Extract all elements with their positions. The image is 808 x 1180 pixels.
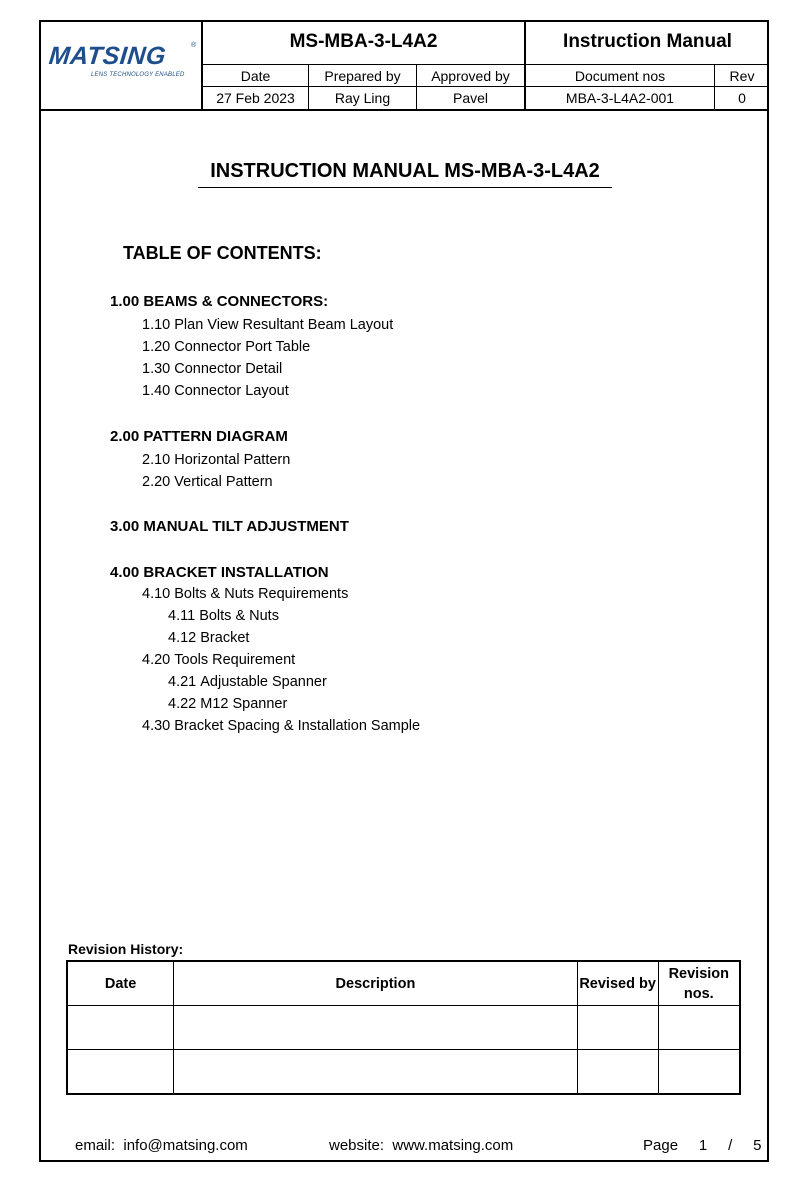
date-header: Date [240,67,271,84]
toc-item-number: 1.20 [142,339,171,355]
toc-item[interactable] [142,361,282,377]
table-cell [658,1050,740,1095]
rev-header: Rev [729,67,755,84]
table-cell [174,1050,578,1095]
table-cell [67,1006,174,1050]
toc-item-label: MANUAL TILT ADJUSTMENT [143,518,349,535]
toc-item-number: 4.10 [142,586,171,602]
toc-item-label: M12 Spanner [200,696,288,712]
table-cell [658,1006,740,1050]
toc-item-number: 2.00 [110,428,140,445]
table-cell [67,1050,174,1095]
footer-website [329,1137,513,1154]
page-current: 1 [698,1137,708,1154]
toc-item-label: BEAMS & CONNECTORS: [143,293,329,310]
rev-value: 0 [738,90,746,106]
toc-item-label: Connector Layout [174,383,289,399]
website-label: website: [329,1137,385,1154]
logo-wordmark: MATSING [47,42,168,70]
toc-item-label: Plan View Resultant Beam Layout [174,317,394,333]
toc-item-number: 4.11 [168,608,196,624]
table-cell [577,1006,658,1050]
toc-item-label: Adjustable Spanner [200,674,327,690]
toc-item[interactable] [142,652,295,668]
toc-item[interactable] [110,428,288,445]
header-bottom-rule [39,109,769,111]
toc-item[interactable] [142,383,289,399]
approved-by-value: Pavel [452,90,489,106]
page-total: 5 [753,1137,762,1154]
footer-email [75,1137,248,1154]
toc-item-label: Bolts & Nuts [199,608,279,624]
company-logo [41,22,202,108]
toc-item[interactable] [142,452,290,468]
revision-history-label: Revision History: [68,941,184,957]
page-separator: / [728,1137,733,1154]
table-row [67,1050,740,1095]
toc-item-number: 2.20 [142,474,171,490]
table-cell [577,1050,658,1095]
document-type: Instruction Manual [563,31,732,52]
toc-item[interactable] [110,293,328,310]
toc-item-number: 1.00 [110,293,140,310]
prepared-by-header: Prepared by [324,67,401,84]
toc-item-number: 1.40 [142,383,171,399]
toc-item[interactable] [142,586,348,602]
toc-item-number: 4.20 [142,652,171,668]
toc-item[interactable] [142,317,393,333]
table-cell [174,1006,578,1050]
toc-item-number: 4.22 [168,696,197,712]
toc-item-label: Horizontal Pattern [174,452,291,468]
toc-item[interactable] [168,696,287,712]
toc-item-number: 3.00 [110,518,140,535]
revision-history-table [66,960,741,1095]
toc-item[interactable] [168,630,249,646]
column-header-revised-by: Revised by [577,961,658,1006]
toc-item[interactable] [168,608,279,624]
footer-page-number [643,1137,761,1154]
toc-item-label: Bolts & Nuts Requirements [174,586,349,602]
toc-item[interactable] [142,718,420,734]
column-header-revision-nos: Revision nos. [658,961,740,1006]
toc-item[interactable] [142,474,273,490]
page-label: Page [643,1137,679,1154]
email-link[interactable]: info@matsing.com [123,1137,248,1154]
email-label: email: [75,1137,116,1154]
document-nos-header: Document nos [574,67,666,84]
toc-item-label: Tools Requirement [174,652,296,668]
model-number: MS-MBA-3-L4A2 [289,31,438,52]
date-value: 27 Feb 2023 [216,90,295,106]
toc-item-label: Vertical Pattern [174,474,273,490]
table-row [67,1006,740,1050]
toc-item-number: 1.10 [142,317,171,333]
table-header-row [67,961,740,1006]
toc-item-number: 4.21 [168,674,197,690]
document-nos-value: MBA-3-L4A2-001 [565,90,675,106]
toc-item-label: BRACKET INSTALLATION [143,564,329,581]
logo-registered-mark: ® [191,42,197,49]
toc-item-number: 4.30 [142,718,171,734]
toc-item-number: 1.30 [142,361,171,377]
toc-item[interactable] [110,564,329,581]
logo-tagline: LENS TECHNOLOGY ENABLED [91,72,185,78]
website-link[interactable]: www.matsing.com [392,1137,514,1154]
toc-item-label: Bracket Spacing & Installation Sample [174,718,421,734]
toc-item-number: 4.00 [110,564,140,581]
column-header-date: Date [67,961,174,1006]
toc-item-label: Connector Detail [174,361,283,377]
toc-item[interactable] [110,518,349,535]
prepared-by-value: Ray Ling [334,90,391,106]
title-underline [198,187,612,188]
column-header-description: Description [174,961,578,1006]
toc-item[interactable] [142,339,310,355]
approved-by-header: Approved by [431,67,510,84]
toc-item-label: PATTERN DIAGRAM [143,428,288,445]
toc-heading: TABLE OF CONTENTS: [123,243,322,263]
toc-item[interactable] [168,674,327,690]
page-title: INSTRUCTION MANUAL MS-MBA-3-L4A2 [210,160,600,182]
toc-item-label: Connector Port Table [174,339,311,355]
toc-item-number: 4.12 [168,630,197,646]
toc-item-label: Bracket [200,630,250,646]
toc-item-number: 2.10 [142,452,171,468]
